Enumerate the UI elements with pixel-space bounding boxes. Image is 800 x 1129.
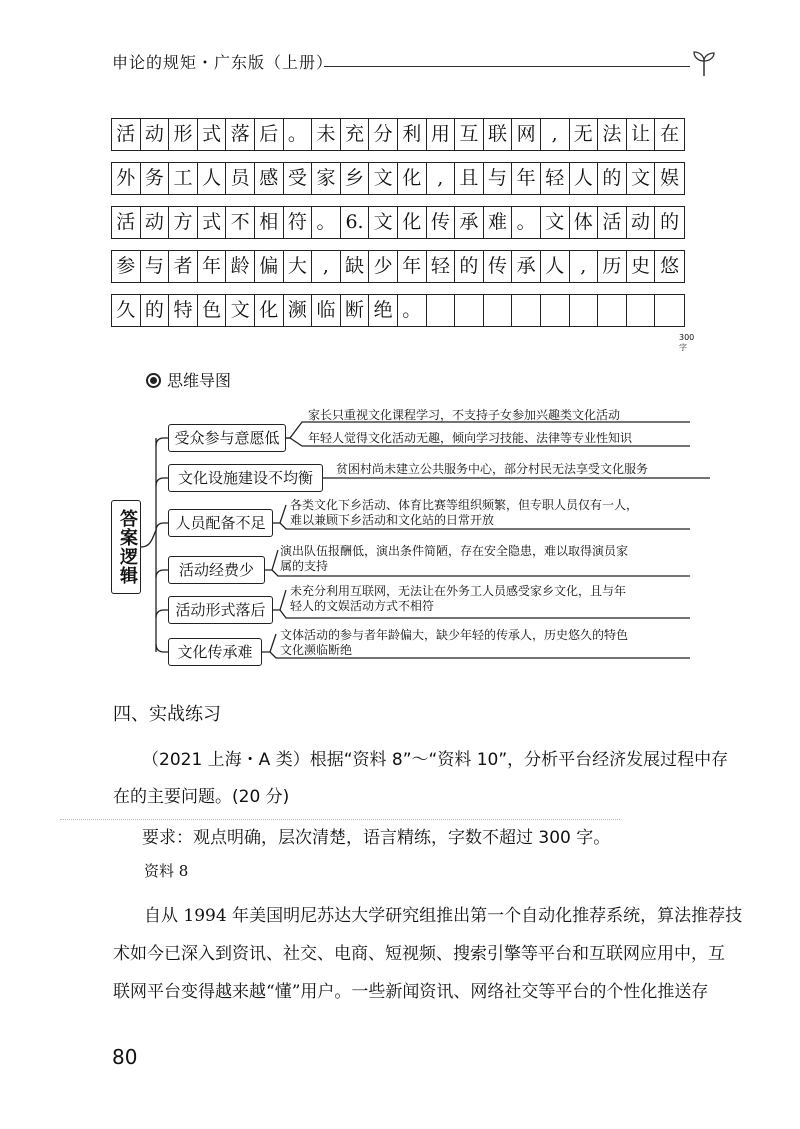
branch-connector (156, 570, 168, 578)
grid-cell: 活 (112, 207, 141, 238)
material-label: 资料 8 (144, 862, 189, 880)
mind-map-title-text: 思维导图 (167, 371, 232, 390)
grid-cell: 化 (255, 295, 284, 326)
grid-cell: 方 (169, 207, 198, 238)
grid-cell: 活 (598, 207, 627, 238)
grid-cell (627, 295, 656, 326)
grid-cell: 轻 (427, 251, 456, 282)
grid-cell: 化 (398, 163, 427, 194)
grid-cell: 偏 (255, 251, 284, 282)
grid-cell (484, 295, 513, 326)
grid-cell (598, 295, 627, 326)
grid-cell (455, 295, 484, 326)
grid-cell: 娱 (660, 167, 680, 189)
grid-cell: 。 (512, 207, 541, 238)
mind-map-note: 各类文化下乡活动、体育比赛等组织频繁，但专职人员仅有一人， (290, 498, 639, 512)
grid-cell: 相 (255, 207, 284, 238)
mind-map-note: 难以兼顾下乡活动和文化站的日常开放 (290, 513, 495, 527)
question-text: 在的主要问题。(20 分) (113, 787, 290, 807)
grid-cell: 人 (198, 163, 227, 194)
grid-cell: 联 (484, 119, 513, 150)
grid-cell: 传 (427, 207, 456, 238)
divider (60, 819, 620, 820)
grid-cell: 年 (512, 163, 541, 194)
grid-cell: 动 (627, 207, 656, 238)
grid-cell: 网 (512, 119, 541, 150)
grid-cell: 人 (570, 163, 599, 194)
branch-connector (156, 610, 168, 618)
header-title: 申论的规矩・广东版（上册） (112, 53, 334, 72)
grid-cell: 无 (570, 119, 599, 150)
grid-cell: 缺 (341, 251, 370, 282)
grid-cell: 悠 (660, 255, 680, 277)
grid-cell: 色 (198, 295, 227, 326)
grid-cell: 。 (398, 295, 427, 326)
grid-cell: 文 (369, 163, 398, 194)
grid-cell: 后 (255, 119, 284, 150)
grid-cell: 轻 (541, 163, 570, 194)
grid-cell: 特 (169, 295, 198, 326)
grid-cell: 化 (398, 207, 427, 238)
grid-cell: 龄 (226, 251, 255, 282)
grid-cell (541, 295, 570, 326)
grid-cell: 文 (627, 163, 656, 194)
grid-cell: 形 (169, 119, 198, 150)
grid-cell: 利 (398, 119, 427, 150)
grid-cell: 家 (312, 163, 341, 194)
grid-row (111, 162, 685, 195)
grid-cell: 的 (598, 163, 627, 194)
grid-cell: 少 (369, 251, 398, 282)
grid-cell: 与 (141, 251, 170, 282)
root-connector (141, 530, 156, 547)
grid-cell: 久 (112, 295, 141, 326)
grid-cell: 让 (627, 119, 656, 150)
grid-cell: 。 (284, 119, 313, 150)
material-line: 自从 1994 年美国明尼苏达大学研究组推出第一个自动化推荐系统，算法推荐技 (144, 906, 743, 926)
grid-cell: 的 (141, 295, 170, 326)
grid-cell: 断 (341, 295, 370, 326)
grid-cell: , (541, 119, 570, 150)
grid-cell: 动 (141, 207, 170, 238)
branch-connector (156, 478, 168, 486)
mind-map-note: 贫困村尚未建立公共服务中心，部分村民无法享受文化服务 (336, 462, 649, 476)
grid-cell: 分 (369, 119, 398, 150)
grid-cell: , (427, 163, 456, 194)
grid-cell: 大 (284, 251, 313, 282)
mind-map-note: 属的支持 (280, 559, 329, 573)
grid-cell (427, 295, 456, 326)
mind-map-note: 家长只重视文化课程学习，不支持子女参加兴趣类文化活动 (308, 408, 621, 422)
grid-cell: 员 (226, 163, 255, 194)
word-count-label: 300字 (679, 333, 695, 352)
grid-cell: 活 (112, 119, 141, 150)
sprout-icon (692, 48, 716, 78)
grid-cell: 史 (627, 251, 656, 282)
grid-cell (570, 295, 599, 326)
branch-connector (156, 644, 168, 652)
branch-connector (156, 523, 168, 531)
grid-cell: 在 (660, 123, 680, 145)
grid-cell: 临 (312, 295, 341, 326)
grid-cell: 工 (169, 163, 198, 194)
mind-map-icon (146, 373, 161, 388)
grid-cell: 年 (398, 251, 427, 282)
grid-cell: 外 (112, 163, 141, 194)
mind-map-note: 演出队伍报酬低，演出条件简陋，存在安全隐患，难以取得演员家 (280, 544, 629, 558)
grid-cell: 式 (198, 207, 227, 238)
mind-map-title (146, 368, 231, 391)
material-line: 联网平台变得越来越“懂”用户。一些新闻资讯、网络社交等平台的个性化推送存 (113, 982, 709, 1002)
grid-cell: 务 (141, 163, 170, 194)
question-text: （2021 上海・A 类）根据“资料 8”～“资料 10”，分析平台经济发展过程中存 (142, 750, 729, 770)
material-line: 术如今已深入到资讯、社交、电商、短视频、搜索引擎等平台和互联网应用中，互 (113, 944, 725, 964)
grid-cell: 式 (198, 119, 227, 150)
grid-cell: 互 (455, 119, 484, 150)
mind-map-note: 年轻人觉得文化活动无趣，倾向学习技能、法律等专业性知识 (308, 431, 633, 445)
grid-cell: 且 (455, 163, 484, 194)
grid-cell: 用 (427, 119, 456, 150)
grid-cell: 感 (255, 163, 284, 194)
grid-cell: 参 (112, 251, 141, 282)
grid-cell: 。 (312, 207, 341, 238)
grid-cell: 传 (484, 251, 513, 282)
mind-map-note: 轻人的文娱活动方式不相符 (290, 599, 435, 613)
mind-map-node: 活动经费少 (168, 556, 265, 584)
grid-row (111, 294, 685, 327)
running-header (112, 48, 712, 78)
mind-map-node: 文化设施建设不均衡 (168, 464, 323, 492)
grid-cell: 落 (226, 119, 255, 150)
header-rule (324, 66, 690, 67)
grid-cell: , (570, 251, 599, 282)
grid-cell: 人 (541, 251, 570, 282)
grid-cell (512, 295, 541, 326)
mind-map-note: 未充分利用互联网，无法让在外务工人员感受家乡文化，且与年 (290, 584, 627, 598)
grid-cell: 与 (484, 163, 513, 194)
grid-cell: , (312, 251, 341, 282)
mind-map-node: 文化传承难 (168, 638, 262, 666)
grid-row (111, 118, 685, 151)
grid-cell: 难 (484, 207, 513, 238)
grid-row (111, 250, 685, 283)
grid-cell: 承 (512, 251, 541, 282)
mind-map-root: 答案逻辑 (111, 500, 141, 594)
grid-cell: 文 (541, 207, 570, 238)
mind-map-node: 受众参与意愿低 (168, 424, 286, 452)
branch-connector (156, 438, 168, 446)
grid-cell: 乡 (341, 163, 370, 194)
mind-map-note: 文化濒临断绝 (280, 643, 353, 657)
grid-cell: 承 (455, 207, 484, 238)
grid-cell (655, 295, 684, 326)
grid-cell: 不 (226, 207, 255, 238)
grid-cell: 的 (455, 251, 484, 282)
section-title: 四、实战练习 (113, 704, 221, 725)
grid-cell: 6. (341, 207, 370, 238)
grid-cell: 受 (284, 163, 313, 194)
grid-cell: 绝 (369, 295, 398, 326)
grid-cell: 动 (141, 119, 170, 150)
grid-cell: 充 (341, 119, 370, 150)
grid-cell: 的 (660, 211, 680, 233)
requirement-text: 要求：观点明确，层次清楚，语言精练，字数不超过 300 字。 (142, 828, 611, 848)
grid-cell: 濒 (284, 295, 313, 326)
grid-cell: 文 (226, 295, 255, 326)
page-number: 80 (112, 1045, 138, 1069)
grid-cell: 符 (284, 207, 313, 238)
mind-map-note: 文体活动的参与者年龄偏大，缺少年轻的传承人，历史悠久的特色 (280, 628, 629, 642)
grid-cell: 年 (198, 251, 227, 282)
mind-map-node: 人员配备不足 (168, 509, 273, 537)
grid-cell: 历 (598, 251, 627, 282)
mind-map-node: 活动形式落后 (168, 596, 273, 624)
grid-cell: 体 (570, 207, 599, 238)
grid-row (111, 206, 685, 239)
grid-cell: 者 (169, 251, 198, 282)
grid-cell: 文 (369, 207, 398, 238)
grid-cell: 未 (312, 119, 341, 150)
grid-cell: 法 (598, 119, 627, 150)
